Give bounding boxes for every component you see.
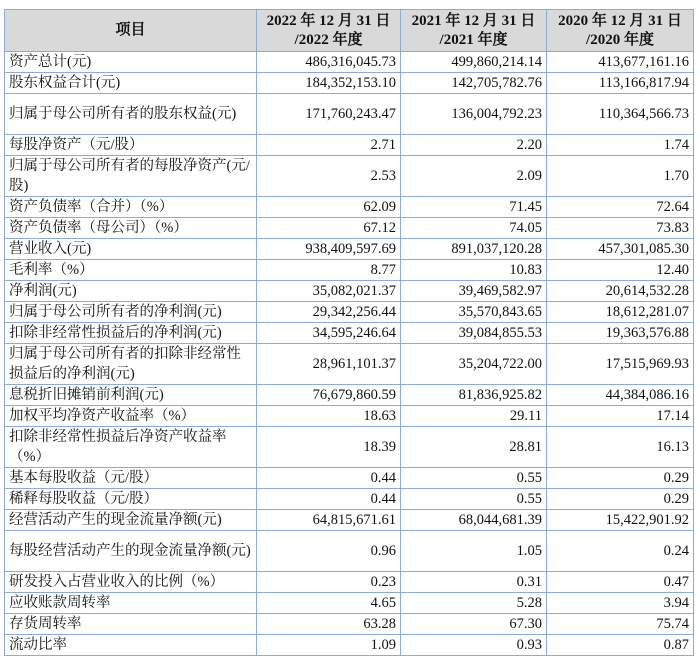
- row-value-2022: 2.53: [257, 156, 401, 197]
- header-2021: [401, 10, 547, 52]
- row-label: 资产负债率（母公司）（%）: [5, 218, 257, 239]
- row-value-2020: 1.74: [547, 135, 694, 156]
- row-value-2021: 499,860,214.14: [401, 52, 547, 73]
- table-row: [5, 52, 694, 73]
- header-row: [5, 10, 694, 52]
- row-value-2021: 81,836,925.82: [401, 385, 547, 406]
- header-2020: [547, 10, 694, 52]
- table-row: [5, 635, 694, 656]
- row-value-2022: 35,082,021.37: [257, 281, 401, 302]
- table-row: [5, 281, 694, 302]
- row-label: 加权平均净资产收益率（%）: [5, 406, 257, 427]
- row-value-2022: 64,815,671.61: [257, 510, 401, 531]
- row-value-2022: 18.63: [257, 406, 401, 427]
- row-label: 每股净资产（元/股）: [5, 135, 257, 156]
- table-row: [5, 344, 694, 385]
- row-value-2021: 2.20: [401, 135, 547, 156]
- row-label: 研发投入占营业收入的比例（%）: [5, 572, 257, 593]
- row-value-2021: 136,004,792.23: [401, 94, 547, 135]
- row-value-2022: 0.44: [257, 468, 401, 489]
- row-value-2020: 12.40: [547, 260, 694, 281]
- row-value-2022: 0.44: [257, 489, 401, 510]
- table-row: [5, 385, 694, 406]
- row-label: 应收账款周转率: [5, 593, 257, 614]
- row-label: 资产总计(元): [5, 52, 257, 73]
- table-row: [5, 323, 694, 344]
- row-label: 股东权益合计(元): [5, 73, 257, 94]
- row-value-2020: 20,614,532.28: [547, 281, 694, 302]
- row-value-2020: 113,166,817.94: [547, 73, 694, 94]
- row-value-2020: 0.47: [547, 572, 694, 593]
- row-value-2020: 44,384,086.16: [547, 385, 694, 406]
- row-value-2020: 19,363,576.88: [547, 323, 694, 344]
- row-value-2021: 0.55: [401, 468, 547, 489]
- row-value-2020: 72.64: [547, 197, 694, 218]
- table-row: [5, 489, 694, 510]
- row-value-2021: 71.45: [401, 197, 547, 218]
- row-label: 扣除非经常性损益后的净利润(元): [5, 323, 257, 344]
- row-value-2021: 35,570,843.65: [401, 302, 547, 323]
- row-value-2022: 2.71: [257, 135, 401, 156]
- row-value-2022: 8.77: [257, 260, 401, 281]
- row-label: 息税折旧摊销前利润(元): [5, 385, 257, 406]
- row-value-2022: 486,316,045.73: [257, 52, 401, 73]
- row-value-2021: 35,204,722.00: [401, 344, 547, 385]
- row-value-2022: 67.12: [257, 218, 401, 239]
- row-value-2022: 63.28: [257, 614, 401, 635]
- row-label: 净利润(元): [5, 281, 257, 302]
- row-value-2021: 68,044,681.39: [401, 510, 547, 531]
- table-row: [5, 239, 694, 260]
- row-label: 归属于母公司所有者的每股净资产(元/股): [5, 156, 257, 197]
- row-label: 归属于母公司所有者的股东权益(元): [5, 94, 257, 135]
- table-row: [5, 406, 694, 427]
- table-row: [5, 531, 694, 572]
- header-2022-date: 2022 年 12 月 31 日: [266, 12, 391, 29]
- header-2022-year: /2022 年度: [294, 31, 363, 48]
- row-value-2020: 17,515,969.93: [547, 344, 694, 385]
- row-value-2020: 0.24: [547, 531, 694, 572]
- row-label: 经营活动产生的现金流量净额(元): [5, 510, 257, 531]
- table-row: [5, 218, 694, 239]
- row-value-2022: 76,679,860.59: [257, 385, 401, 406]
- row-label: 营业收入(元): [5, 239, 257, 260]
- row-value-2020: 18,612,281.07: [547, 302, 694, 323]
- row-value-2020: 110,364,566.73: [547, 94, 694, 135]
- header-2021-date: 2021 年 12 月 31 日: [411, 12, 536, 29]
- row-value-2020: 3.94: [547, 593, 694, 614]
- row-value-2022: 171,760,243.47: [257, 94, 401, 135]
- row-label: 每股经营活动产生的现金流量净额(元): [5, 531, 257, 572]
- table-row: [5, 197, 694, 218]
- header-2020-year: /2020 年度: [586, 31, 654, 48]
- row-value-2020: 457,301,085.30: [547, 239, 694, 260]
- row-value-2021: 0.31: [401, 572, 547, 593]
- table-row: [5, 468, 694, 489]
- row-value-2021: 29.11: [401, 406, 547, 427]
- table-row: [5, 135, 694, 156]
- table-row: [5, 94, 694, 135]
- row-value-2021: 28.81: [401, 427, 547, 468]
- row-label: 基本每股收益（元/股）: [5, 468, 257, 489]
- row-value-2021: 891,037,120.28: [401, 239, 547, 260]
- row-value-2022: 0.23: [257, 572, 401, 593]
- table-row: [5, 73, 694, 94]
- row-value-2020: 17.14: [547, 406, 694, 427]
- header-2020-date: 2020 年 12 月 31 日: [558, 12, 682, 29]
- table-row: [5, 572, 694, 593]
- row-value-2021: 142,705,782.76: [401, 73, 547, 94]
- row-value-2022: 1.09: [257, 635, 401, 656]
- row-value-2021: 39,469,582.97: [401, 281, 547, 302]
- row-value-2022: 28,961,101.37: [257, 344, 401, 385]
- table-row: [5, 593, 694, 614]
- row-value-2022: 34,595,246.64: [257, 323, 401, 344]
- row-value-2020: 0.29: [547, 489, 694, 510]
- row-label: 归属于母公司所有者的扣除非经常性损益后的净利润(元): [5, 344, 257, 385]
- row-label: 流动比率: [5, 635, 257, 656]
- header-2021-year: /2021 年度: [439, 31, 508, 48]
- row-value-2020: 16.13: [547, 427, 694, 468]
- row-value-2021: 67.30: [401, 614, 547, 635]
- header-2022: [257, 10, 401, 52]
- row-value-2020: 0.29: [547, 468, 694, 489]
- row-value-2022: 0.96: [257, 531, 401, 572]
- row-value-2021: 74.05: [401, 218, 547, 239]
- row-value-2020: 0.87: [547, 635, 694, 656]
- table-row: [5, 427, 694, 468]
- table-row: [5, 614, 694, 635]
- row-value-2022: 62.09: [257, 197, 401, 218]
- table-row: [5, 302, 694, 323]
- row-value-2021: 39,084,855.53: [401, 323, 547, 344]
- row-value-2022: 938,409,597.69: [257, 239, 401, 260]
- row-label: 毛利率（%）: [5, 260, 257, 281]
- header-item: 项目: [5, 10, 257, 52]
- row-label: 归属于母公司所有者的净利润(元): [5, 302, 257, 323]
- row-value-2021: 0.93: [401, 635, 547, 656]
- row-label: 存货周转率: [5, 614, 257, 635]
- row-value-2020: 73.83: [547, 218, 694, 239]
- table-row: [5, 260, 694, 281]
- row-value-2021: 5.28: [401, 593, 547, 614]
- row-value-2020: 413,677,161.16: [547, 52, 694, 73]
- table-row: [5, 156, 694, 197]
- financial-indicators-table: [4, 9, 694, 656]
- row-value-2021: 1.05: [401, 531, 547, 572]
- row-label: 扣除非经常性损益后净资产收益率（%）: [5, 427, 257, 468]
- row-value-2022: 18.39: [257, 427, 401, 468]
- table-row: [5, 510, 694, 531]
- row-value-2020: 75.74: [547, 614, 694, 635]
- row-value-2020: 1.70: [547, 156, 694, 197]
- row-value-2022: 4.65: [257, 593, 401, 614]
- row-label: 资产负债率（合并）（%）: [5, 197, 257, 218]
- row-value-2021: 2.09: [401, 156, 547, 197]
- row-value-2021: 10.83: [401, 260, 547, 281]
- row-label: 稀释每股收益（元/股）: [5, 489, 257, 510]
- row-value-2020: 15,422,901.92: [547, 510, 694, 531]
- row-value-2022: 184,352,153.10: [257, 73, 401, 94]
- row-value-2022: 29,342,256.44: [257, 302, 401, 323]
- row-value-2021: 0.55: [401, 489, 547, 510]
